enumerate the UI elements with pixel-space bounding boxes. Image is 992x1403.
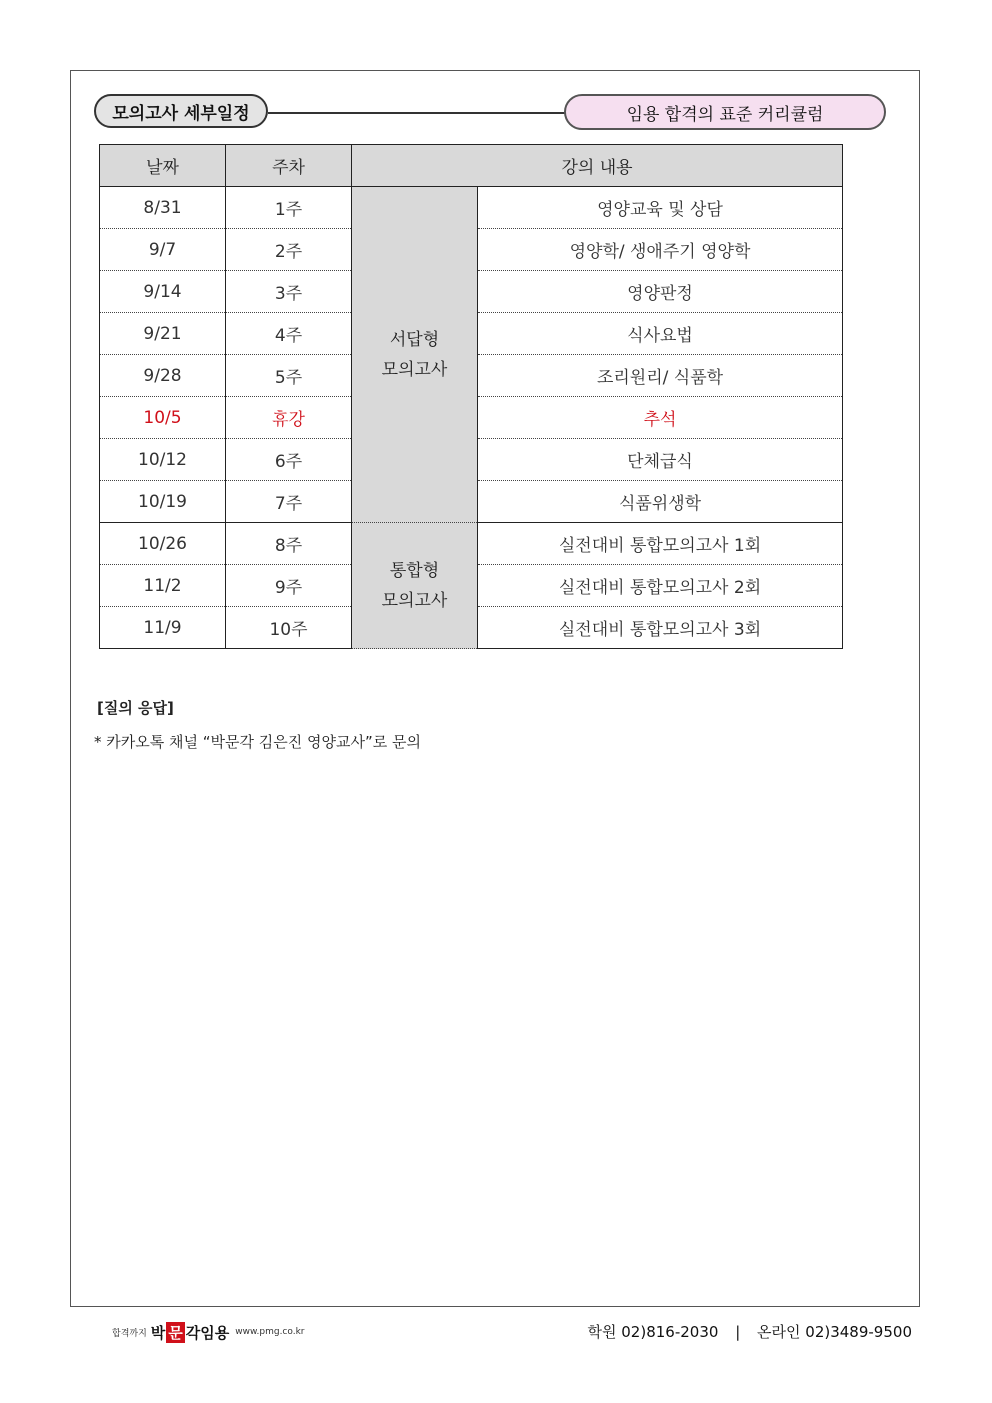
- row-week: 4주: [226, 313, 352, 355]
- qa-text: * 카카오톡 채널 “박문각 김은진 영양교사”로 문의: [94, 733, 421, 751]
- header-date: 날짜: [100, 145, 226, 187]
- logo-part1: 박: [150, 1323, 166, 1342]
- curriculum-title: 임용 합격의 표준 커리큘럼: [626, 104, 824, 125]
- row-date: 9/14: [100, 271, 226, 313]
- section-title-badge: [94, 94, 268, 128]
- row-topic: 실전대비 통합모의고사 2회: [478, 565, 843, 607]
- row-topic: 실전대비 통합모의고사 1회: [478, 523, 843, 565]
- row-week: 9주: [226, 565, 352, 607]
- table-row: [100, 523, 843, 565]
- row-topic: 영양교육 및 상담: [478, 187, 843, 229]
- row-date: 9/7: [100, 229, 226, 271]
- row-date: 9/21: [100, 313, 226, 355]
- row-topic: 영양학/ 생애주기 영양학: [478, 229, 843, 271]
- row-week: 2주: [226, 229, 352, 271]
- row-week: 1주: [226, 187, 352, 229]
- group-type-line1: 통합형: [389, 560, 440, 581]
- row-topic: 단체급식: [478, 439, 843, 481]
- row-week: 6주: [226, 439, 352, 481]
- footer-url[interactable]: www.pmg.co.kr: [235, 1327, 305, 1337]
- header-divider: [268, 112, 566, 114]
- header-week: 주차: [226, 145, 352, 187]
- header-content: 강의 내용: [352, 145, 843, 187]
- logo-sub: 임용: [200, 1323, 230, 1342]
- online-phone: 온라인 02)3489-9500: [757, 1323, 912, 1341]
- row-date: 11/2: [100, 565, 226, 607]
- row-date: 10/5: [100, 397, 226, 439]
- table-header-row: [100, 145, 843, 187]
- group-type-line1: 서답형: [389, 329, 440, 350]
- section-title: 모의고사 세부일정: [112, 103, 250, 124]
- footer-brand: [112, 1320, 305, 1344]
- row-week: 3주: [226, 271, 352, 313]
- schedule-table: [99, 144, 843, 649]
- row-date: 10/19: [100, 481, 226, 523]
- row-topic: 영양판정: [478, 271, 843, 313]
- curriculum-badge: [564, 94, 886, 130]
- row-topic: 식사요법: [478, 313, 843, 355]
- group-type-line2: 모의고사: [381, 359, 448, 380]
- row-topic: 추석: [478, 397, 843, 439]
- group-type-written: [352, 187, 478, 523]
- footer-separator: |: [735, 1323, 741, 1341]
- row-date: 10/12: [100, 439, 226, 481]
- footer-tagline: 합격까지: [112, 1328, 147, 1339]
- row-week: 10주: [226, 607, 352, 649]
- qa-title: [질의 응답]: [97, 699, 174, 717]
- group-type-integrated: [352, 523, 478, 649]
- row-topic: 실전대비 통합모의고사 3회: [478, 607, 843, 649]
- group-type-line2: 모의고사: [381, 590, 448, 611]
- row-week: 5주: [226, 355, 352, 397]
- row-topic: 식품위생학: [478, 481, 843, 523]
- row-week: 8주: [226, 523, 352, 565]
- table-row: [100, 187, 843, 229]
- row-date: 8/31: [100, 187, 226, 229]
- row-topic: 조리원리/ 식품학: [478, 355, 843, 397]
- logo-part3: 각: [185, 1323, 201, 1342]
- academy-phone: 학원 02)816-2030: [587, 1323, 719, 1341]
- row-week: 7주: [226, 481, 352, 523]
- logo-part2: 문: [168, 1323, 183, 1342]
- row-date: 9/28: [100, 355, 226, 397]
- row-date: 11/9: [100, 607, 226, 649]
- row-date: 10/26: [100, 523, 226, 565]
- row-week: 휴강: [226, 397, 352, 439]
- footer-contact: [588, 1321, 912, 1342]
